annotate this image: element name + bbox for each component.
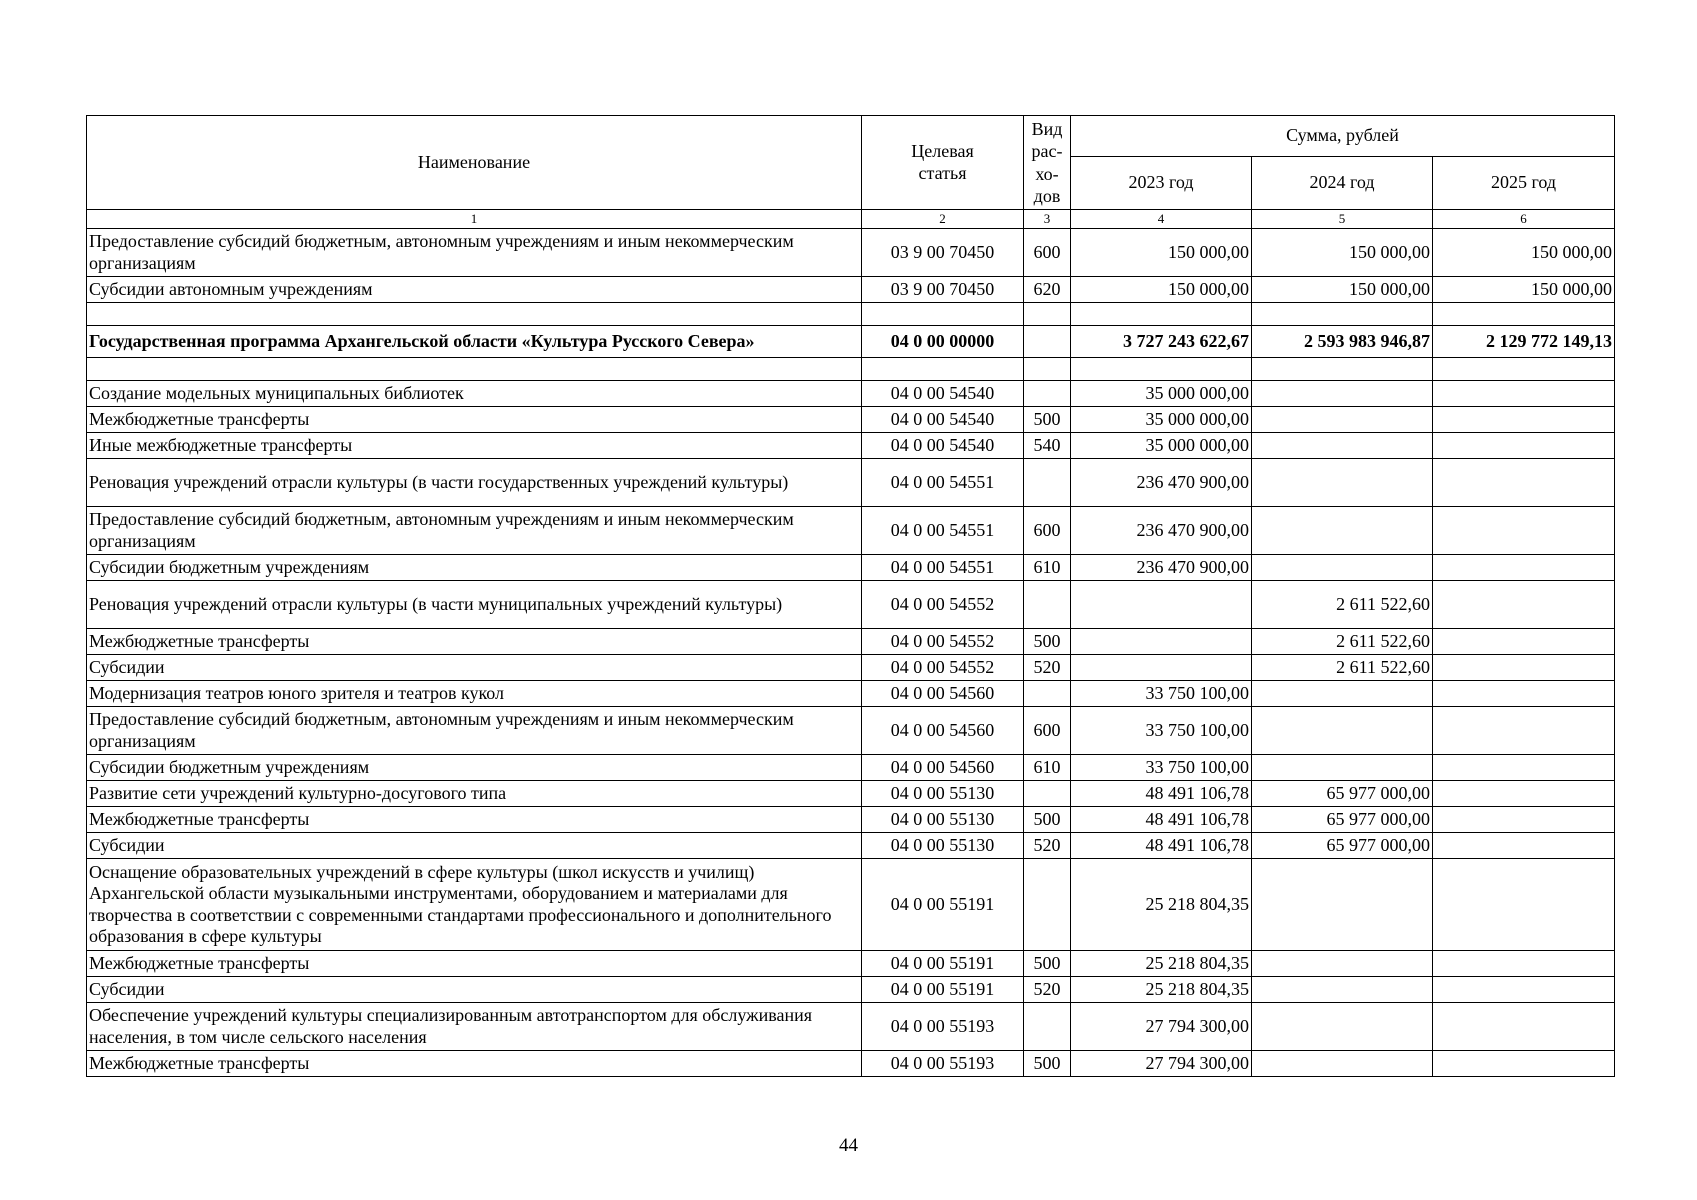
empty-cell [87,303,862,326]
row-sum-2025 [1433,807,1615,833]
row-name: Межбюджетные трансферты [87,951,862,977]
header-target [862,116,1024,210]
header-name: Наименование [87,116,862,210]
row-expense-type [1024,581,1071,629]
row-sum-2023: 33 750 100,00 [1071,755,1252,781]
row-sum-2023 [1071,629,1252,655]
row-sum-2024 [1252,681,1433,707]
row-sum-2024: 65 977 000,00 [1252,833,1433,859]
row-target-code: 03 9 00 70450 [862,229,1024,277]
row-name: Субсидии бюджетным учреждениям [87,555,862,581]
row-sum-2023: 25 218 804,35 [1071,977,1252,1003]
row-sum-2025: 150 000,00 [1433,229,1615,277]
header-2024: 2024 год [1252,157,1433,210]
row-sum-2025 [1433,407,1615,433]
row-sum-2025 [1433,681,1615,707]
row-expense-type: 500 [1024,807,1071,833]
row-expense-type [1024,326,1071,358]
row-name: Субсидии [87,833,862,859]
row-name: Предоставление субсидий бюджетным, автономным учреждениям и иным некоммерческим организациям [87,229,862,277]
row-name: Создание модельных муниципальных библиотек [87,381,862,407]
table-row [87,1003,1615,1051]
row-target-code: 04 0 00 55130 [862,807,1024,833]
row-sum-2023: 35 000 000,00 [1071,433,1252,459]
row-target-code: 04 0 00 55191 [862,977,1024,1003]
table-row [87,229,1615,277]
row-sum-2024 [1252,507,1433,555]
header-vid [1024,116,1071,210]
row-expense-type [1024,1003,1071,1051]
row-name: Межбюджетные трансферты [87,629,862,655]
row-target-code: 04 0 00 55130 [862,833,1024,859]
row-expense-type: 520 [1024,977,1071,1003]
empty-cell [1071,358,1252,381]
row-expense-type [1024,459,1071,507]
column-number: 5 [1252,210,1433,229]
row-sum-2025 [1433,459,1615,507]
row-sum-2025 [1433,555,1615,581]
row-sum-2024 [1252,1003,1433,1051]
row-name: Обеспечение учреждений культуры специализированным автотранспортом для обслуживания населения, в том числе сельского населения [87,1003,862,1051]
row-expense-type: 600 [1024,707,1071,755]
row-name: Иные межбюджетные трансферты [87,433,862,459]
row-sum-2025 [1433,581,1615,629]
row-expense-type: 500 [1024,629,1071,655]
row-target-code: 03 9 00 70450 [862,277,1024,303]
row-expense-type: 520 [1024,833,1071,859]
row-sum-2023: 35 000 000,00 [1071,407,1252,433]
row-sum-2024: 65 977 000,00 [1252,781,1433,807]
row-expense-type [1024,781,1071,807]
row-target-code: 04 0 00 55130 [862,781,1024,807]
row-target-code: 04 0 00 54551 [862,507,1024,555]
table-row [87,303,1615,326]
row-sum-2025 [1433,833,1615,859]
row-target-code: 04 0 00 54560 [862,755,1024,781]
row-sum-2025 [1433,755,1615,781]
row-target-code: 04 0 00 55193 [862,1051,1024,1077]
row-expense-type: 500 [1024,1051,1071,1077]
row-sum-2024 [1252,407,1433,433]
row-target-code: 04 0 00 55193 [862,1003,1024,1051]
column-number: 6 [1433,210,1615,229]
table-row [87,1051,1615,1077]
header-sum: Сумма, рублей [1071,116,1615,157]
empty-cell [1252,358,1433,381]
row-target-code: 04 0 00 54560 [862,681,1024,707]
row-name: Реновация учреждений отрасли культуры (в части муниципальных учреждений культуры) [87,581,862,629]
row-sum-2025 [1433,1051,1615,1077]
row-sum-2024: 150 000,00 [1252,229,1433,277]
row-sum-2024 [1252,381,1433,407]
budget-table [86,115,1615,1077]
row-target-code: 04 0 00 54540 [862,381,1024,407]
header-vid-label: Вид рас-хо-дов [1031,118,1063,206]
row-expense-type: 620 [1024,277,1071,303]
row-sum-2025 [1433,977,1615,1003]
row-sum-2025 [1433,781,1615,807]
empty-cell [862,303,1024,326]
row-expense-type: 600 [1024,507,1071,555]
row-target-code: 04 0 00 54560 [862,707,1024,755]
row-sum-2023 [1071,581,1252,629]
row-sum-2023: 236 470 900,00 [1071,555,1252,581]
row-sum-2025 [1433,1003,1615,1051]
row-sum-2024 [1252,555,1433,581]
row-name: Субсидии [87,655,862,681]
row-target-code: 04 0 00 54551 [862,459,1024,507]
row-target-code: 04 0 00 00000 [862,326,1024,358]
row-target-code: 04 0 00 54552 [862,629,1024,655]
row-sum-2023 [1071,655,1252,681]
row-expense-type: 500 [1024,407,1071,433]
row-sum-2024 [1252,459,1433,507]
empty-cell [1252,303,1433,326]
empty-cell [1024,358,1071,381]
row-sum-2024: 2 611 522,60 [1252,655,1433,681]
row-sum-2024 [1252,433,1433,459]
row-sum-2024: 150 000,00 [1252,277,1433,303]
row-name: Субсидии [87,977,862,1003]
row-sum-2023: 33 750 100,00 [1071,681,1252,707]
row-sum-2023: 48 491 106,78 [1071,781,1252,807]
row-sum-2024 [1252,755,1433,781]
column-number: 1 [87,210,862,229]
table-row [87,755,1615,781]
row-sum-2025 [1433,433,1615,459]
column-number-row [87,210,1615,229]
row-sum-2023: 150 000,00 [1071,277,1252,303]
header-2025: 2025 год [1433,157,1615,210]
row-sum-2023: 3 727 243 622,67 [1071,326,1252,358]
row-sum-2023: 236 470 900,00 [1071,507,1252,555]
row-sum-2024: 2 593 983 946,87 [1252,326,1433,358]
row-sum-2023: 25 218 804,35 [1071,859,1252,951]
header-row-1 [87,116,1615,157]
table-row [87,581,1615,629]
page-number: 44 [839,1135,858,1156]
row-sum-2024 [1252,1051,1433,1077]
row-expense-type: 610 [1024,555,1071,581]
row-sum-2025 [1433,381,1615,407]
empty-cell [1024,303,1071,326]
row-target-code: 04 0 00 54540 [862,407,1024,433]
row-expense-type: 540 [1024,433,1071,459]
table-row [87,655,1615,681]
row-sum-2023: 25 218 804,35 [1071,951,1252,977]
table-row [87,433,1615,459]
row-sum-2025 [1433,507,1615,555]
row-sum-2025 [1433,707,1615,755]
row-sum-2025: 150 000,00 [1433,277,1615,303]
row-sum-2024: 2 611 522,60 [1252,581,1433,629]
table-row [87,407,1615,433]
table-row [87,459,1615,507]
table-row [87,781,1615,807]
row-sum-2023: 27 794 300,00 [1071,1051,1252,1077]
table-row [87,507,1615,555]
row-expense-type: 520 [1024,655,1071,681]
row-sum-2025 [1433,951,1615,977]
row-sum-2024 [1252,707,1433,755]
table-row [87,977,1615,1003]
table-row [87,859,1615,951]
row-sum-2023: 48 491 106,78 [1071,807,1252,833]
row-name: Межбюджетные трансферты [87,1051,862,1077]
row-expense-type: 600 [1024,229,1071,277]
empty-cell [1433,358,1615,381]
row-sum-2024 [1252,951,1433,977]
row-name: Государственная программа Архангельской области «Культура Русского Севера» [87,326,862,358]
table-row [87,555,1615,581]
table-row [87,951,1615,977]
row-sum-2025: 2 129 772 149,13 [1433,326,1615,358]
row-name: Реновация учреждений отрасли культуры (в части государственных учреждений культуры) [87,459,862,507]
row-target-code: 04 0 00 54540 [862,433,1024,459]
row-sum-2023: 35 000 000,00 [1071,381,1252,407]
row-name: Предоставление субсидий бюджетным, автономным учреждениям и иным некоммерческим организациям [87,507,862,555]
row-expense-type [1024,681,1071,707]
row-sum-2025 [1433,859,1615,951]
table-row [87,358,1615,381]
row-sum-2024 [1252,859,1433,951]
table-row [87,326,1615,358]
row-sum-2025 [1433,655,1615,681]
row-name: Оснащение образовательных учреждений в сфере культуры (школ искусств и училищ) Архангельской области музыкальными инструментами, оборудованием и материалами для творчества в соответствии с современными стандартами профессионального и дополнительного образования в сфере культуры [87,859,862,951]
row-name: Субсидии бюджетным учреждениям [87,755,862,781]
row-sum-2023: 48 491 106,78 [1071,833,1252,859]
row-name: Модернизация театров юного зрителя и театров кукол [87,681,862,707]
row-target-code: 04 0 00 54552 [862,655,1024,681]
row-name: Межбюджетные трансферты [87,407,862,433]
table-body [87,229,1615,1077]
empty-cell [1071,303,1252,326]
row-expense-type: 610 [1024,755,1071,781]
table-row [87,629,1615,655]
row-expense-type: 500 [1024,951,1071,977]
column-number: 3 [1024,210,1071,229]
header-target-label: Целевая статья [911,141,974,183]
row-target-code: 04 0 00 54552 [862,581,1024,629]
empty-cell [1433,303,1615,326]
row-target-code: 04 0 00 54551 [862,555,1024,581]
table-row [87,833,1615,859]
row-name: Предоставление субсидий бюджетным, автономным учреждениям и иным некоммерческим организациям [87,707,862,755]
row-sum-2023: 33 750 100,00 [1071,707,1252,755]
row-sum-2024 [1252,977,1433,1003]
row-expense-type [1024,859,1071,951]
table-row [87,707,1615,755]
table-row [87,807,1615,833]
row-name: Межбюджетные трансферты [87,807,862,833]
row-sum-2025 [1433,629,1615,655]
row-target-code: 04 0 00 55191 [862,859,1024,951]
row-name: Развитие сети учреждений культурно-досугового типа [87,781,862,807]
row-name: Субсидии автономным учреждениям [87,277,862,303]
row-sum-2024: 65 977 000,00 [1252,807,1433,833]
empty-cell [87,358,862,381]
column-number: 2 [862,210,1024,229]
table-row [87,381,1615,407]
table-row [87,277,1615,303]
column-number: 4 [1071,210,1252,229]
table-row [87,681,1615,707]
row-sum-2023: 236 470 900,00 [1071,459,1252,507]
empty-cell [862,358,1024,381]
row-target-code: 04 0 00 55191 [862,951,1024,977]
header-2023: 2023 год [1071,157,1252,210]
row-sum-2023: 150 000,00 [1071,229,1252,277]
row-sum-2024: 2 611 522,60 [1252,629,1433,655]
row-sum-2023: 27 794 300,00 [1071,1003,1252,1051]
row-expense-type [1024,381,1071,407]
